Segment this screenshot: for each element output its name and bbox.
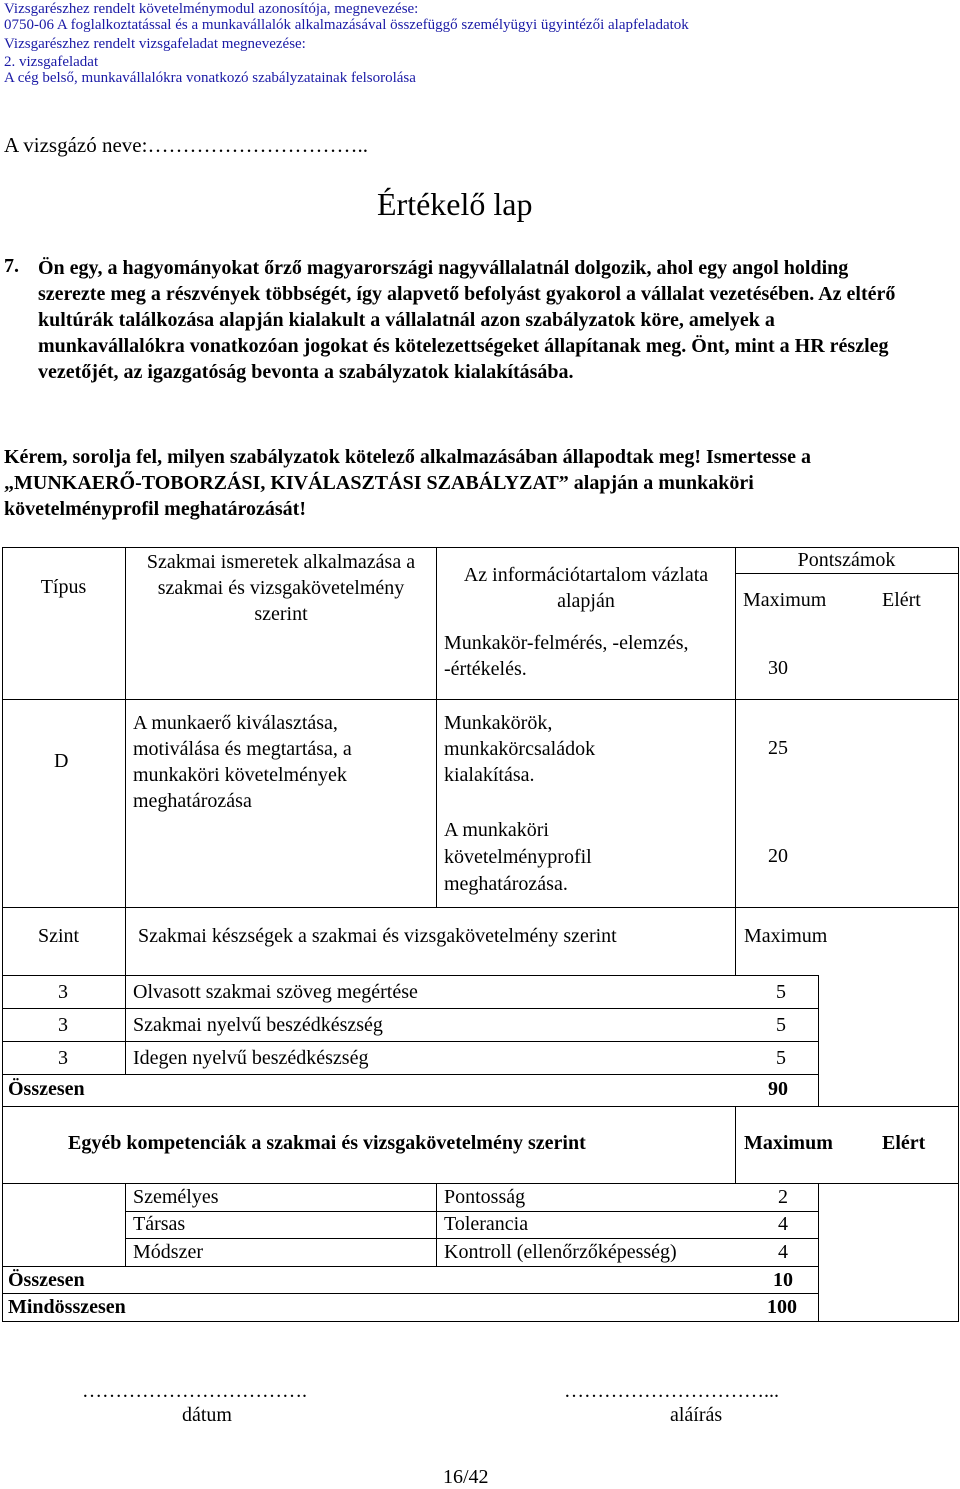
date-line: ……………………………. [82,1380,307,1402]
outline-max: 20 [768,845,788,867]
candidate-name-line: A vizsgázó neve:………………………….. [4,133,368,157]
competence-name: Kontroll (ellenőrzőképesség) [444,1241,677,1263]
skill-level: 3 [58,981,68,1003]
signature-line: …………………………... [564,1380,779,1402]
col-header-skills: Szakmai készségek a szakmai és vizsgakövetelmény szerint [138,925,617,947]
skills-total-value: 90 [768,1078,788,1100]
grand-total-label: Mindösszesen [8,1296,126,1318]
skill-name: Idegen nyelvű beszédkészség [133,1047,369,1069]
outline-max: 30 [768,657,788,679]
skill-name: Olvasott szakmai szöveg megértése [133,981,418,1003]
col-header-other: Egyéb kompetenciák a szakmai és vizsgakövetelmény szerint [68,1132,586,1154]
skill-level: 3 [58,1014,68,1036]
skill-max: 5 [776,1014,786,1036]
signature-label: aláírás [670,1404,723,1426]
competence-name: Tolerancia [444,1213,529,1235]
competence-max: 4 [778,1241,788,1263]
col-header-type: Típus [40,576,87,598]
competence-total-label: Összesen [8,1269,85,1291]
task-description: Ön egy, a hagyományokat őrző magyarországi nagyvállalatnál dolgozik, ahol egy angol holding szerezte meg a részvények többségét, így alapvető befolyást gyakorol a vállalat vezetésében. Az eltérő kultúrák találkozása alapján kialakult a vállalatnál azon szabályzatok köre, amelyek a munkavállalókra vonatkozóan jogokat és kötelezettségeket állapítanak meg. Önt, mint a HR részleg vezetőjét, az igazgatóság bevonta a szabályzatok kialakításába. [38,257,896,383]
col-header-skills-max: Maximum [744,925,828,947]
competence-group: Társas [133,1213,186,1235]
header-module-name: 0750-06 A foglalkoztatással és a munkavállalók alkalmazásával összefüggő személyügyi ügyintézői alapfeladatok [4,17,689,33]
col-header-knowledge: Szakmai ismeretek alkalmazása a szakmai és vizsgakövetelmény szerint [146,551,416,625]
skill-max: 5 [776,981,786,1003]
task-instruction: Kérem, sorolja fel, milyen szabályzatok kötelező alkalmazásában állapodtak meg! Ismertesse a „MUNKAERŐ-TOBORZÁSI, KIVÁLASZTÁSI SZABÁLYZAT” alapján a munkaköri követelményprofil meghatározását! [4,446,811,520]
col-header-level: Szint [38,925,80,947]
header-task-number: 2. vizsgafeladat [4,54,99,70]
outline-item: A munkaköri követelményprofil meghatározása. [444,819,592,895]
grand-total-value: 100 [767,1296,797,1318]
competence-max: 2 [778,1186,788,1208]
col-header-max: Maximum [743,589,827,611]
competence-name: Pontosság [444,1186,526,1208]
skill-level: 3 [58,1047,68,1069]
skill-name: Szakmai nyelvű beszédkészség [133,1014,383,1036]
task-number: 7. [4,255,19,277]
knowledge-value: A munkaerő kiválasztása, motiválása és megtartása, a munkaköri követelmények meghatározása [133,712,352,812]
competence-max: 4 [778,1213,788,1235]
outline-item: Munkakör-felmérés, -elemzés, -értékelés. [444,632,689,680]
outline-max: 25 [768,737,788,759]
date-label: dátum [182,1404,232,1426]
competence-total-value: 10 [773,1269,793,1291]
competence-group: Módszer [133,1241,203,1263]
page-number: 16/42 [443,1466,489,1488]
competence-group: Személyes [133,1186,219,1208]
header-module-label: Vizsgarészhez rendelt követelménymodul azonosítója, megnevezése: [4,1,419,17]
outline-item: Munkakörök, munkakörcsaládok kialakítása. [444,712,596,786]
col-header-points: Pontszámok [797,549,896,571]
page-title: Értékelő lap [377,186,533,222]
skills-total-label: Összesen [8,1078,85,1100]
skill-max: 5 [776,1047,786,1069]
col-header-other-achieved: Elért [882,1132,926,1154]
header-task-label: Vizsgarészhez rendelt vizsgafeladat megnevezése: [4,36,306,52]
col-header-outline: Az információtartalom vázlata alapján [463,564,709,612]
col-header-achieved: Elért [882,589,921,611]
col-header-other-max: Maximum [744,1132,833,1154]
type-value: D [54,750,69,772]
header-task-name: A cég belső, munkavállalókra vonatkozó szabályzatainak felsorolása [4,70,416,86]
